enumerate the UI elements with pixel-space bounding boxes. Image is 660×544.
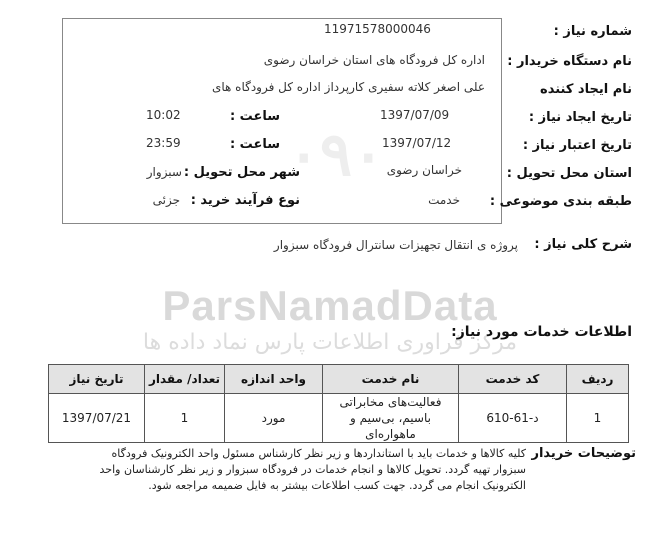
need-number: 11971578000046 bbox=[324, 22, 431, 36]
creator-label: نام ایجاد کننده bbox=[540, 82, 632, 97]
validity-time-label: ساعت : bbox=[229, 137, 280, 152]
col-date-header: تاریخ نیاز bbox=[49, 365, 145, 394]
category: خدمت bbox=[428, 193, 460, 207]
col-unit-header: واحد اندازه bbox=[225, 365, 323, 394]
cell-code: د-61-610 bbox=[459, 394, 567, 443]
col-quantity-header: تعداد/ مقدار bbox=[145, 365, 225, 394]
summary-text: پروژه ی انتقال تجهیزات سانترال فرودگاه سبزوار bbox=[273, 238, 518, 252]
province: خراسان رضوی bbox=[386, 163, 462, 177]
cell-row: 1 bbox=[567, 394, 629, 443]
cell-unit: مورد bbox=[225, 394, 323, 443]
col-name-header: نام خدمت bbox=[323, 365, 459, 394]
services-title: اطلاعات خدمات مورد نیاز: bbox=[451, 324, 632, 340]
cell-name bbox=[323, 394, 459, 443]
created-date: 1397/07/09 bbox=[380, 108, 450, 122]
cell-date: 1397/07/21 bbox=[49, 394, 145, 443]
services-header-row bbox=[49, 365, 629, 394]
category-label: طبقه بندی موضوعی : bbox=[489, 194, 632, 209]
watermark-digits: ۰۹۰ bbox=[287, 121, 385, 188]
services-table bbox=[48, 364, 629, 443]
need-number-label: شماره نیاز : bbox=[553, 24, 632, 39]
watermark-brand: ParsNamadData bbox=[162, 282, 498, 329]
validity-date: 1397/07/12 bbox=[382, 136, 452, 150]
col-code-header: کد خدمت bbox=[459, 365, 567, 394]
purchase-type: جزئی bbox=[152, 193, 180, 207]
city-label: شهر محل تحویل : bbox=[183, 165, 300, 180]
cell-name-line2: باسیم، بی‌سیم و ماهواره‌ای bbox=[350, 411, 431, 441]
created-time-label: ساعت : bbox=[229, 109, 280, 124]
col-row-header: ردیف bbox=[567, 365, 629, 394]
creator: علی اصغر کلاته سفیری کارپرداز اداره کل فرودگاه های bbox=[211, 80, 485, 94]
city: سبزوار bbox=[146, 165, 182, 179]
validity-date-label: تاریخ اعتبار نیاز : bbox=[522, 138, 632, 153]
watermark-subtitle: مرکز فراوری اطلاعات پارس نماد داده ها bbox=[142, 330, 518, 355]
province-label: استان محل تحویل : bbox=[506, 166, 632, 181]
buyer-org-label: نام دستگاه خریدار : bbox=[507, 54, 632, 69]
cell-quantity: 1 bbox=[145, 394, 225, 443]
buyer-org: اداره کل فرودگاه های استان خراسان رضوی bbox=[263, 53, 485, 67]
created-date-label: تاریخ ایجاد نیاز : bbox=[528, 110, 632, 125]
buyer-notes-label: توضیحات خریدار bbox=[531, 446, 636, 461]
buyer-notes-text: کلیه کالاها و خدمات باید با استانداردها و زیر نظر کارشناس مسئول واحد الکترونیک فرودگاه سبزوار تهیه گردد. تحویل کالاها و انجام خدمات در فرودگاه سبزوار و زیر نظر کارشناسان واحد الکترونیک انجام می گردد. جهت کسب اطلاعات بیشتر به فایل ضمیمه مراجعه شود. bbox=[99, 447, 526, 492]
validity-time: 23:59 bbox=[146, 136, 181, 150]
summary-label: شرح کلی نیاز : bbox=[534, 237, 632, 252]
table-row bbox=[49, 394, 629, 443]
cell-name-line1: فعالیت‌های مخابراتی bbox=[339, 395, 442, 409]
created-time: 10:02 bbox=[146, 108, 181, 122]
purchase-type-label: نوع فرآیند خرید : bbox=[190, 193, 300, 208]
